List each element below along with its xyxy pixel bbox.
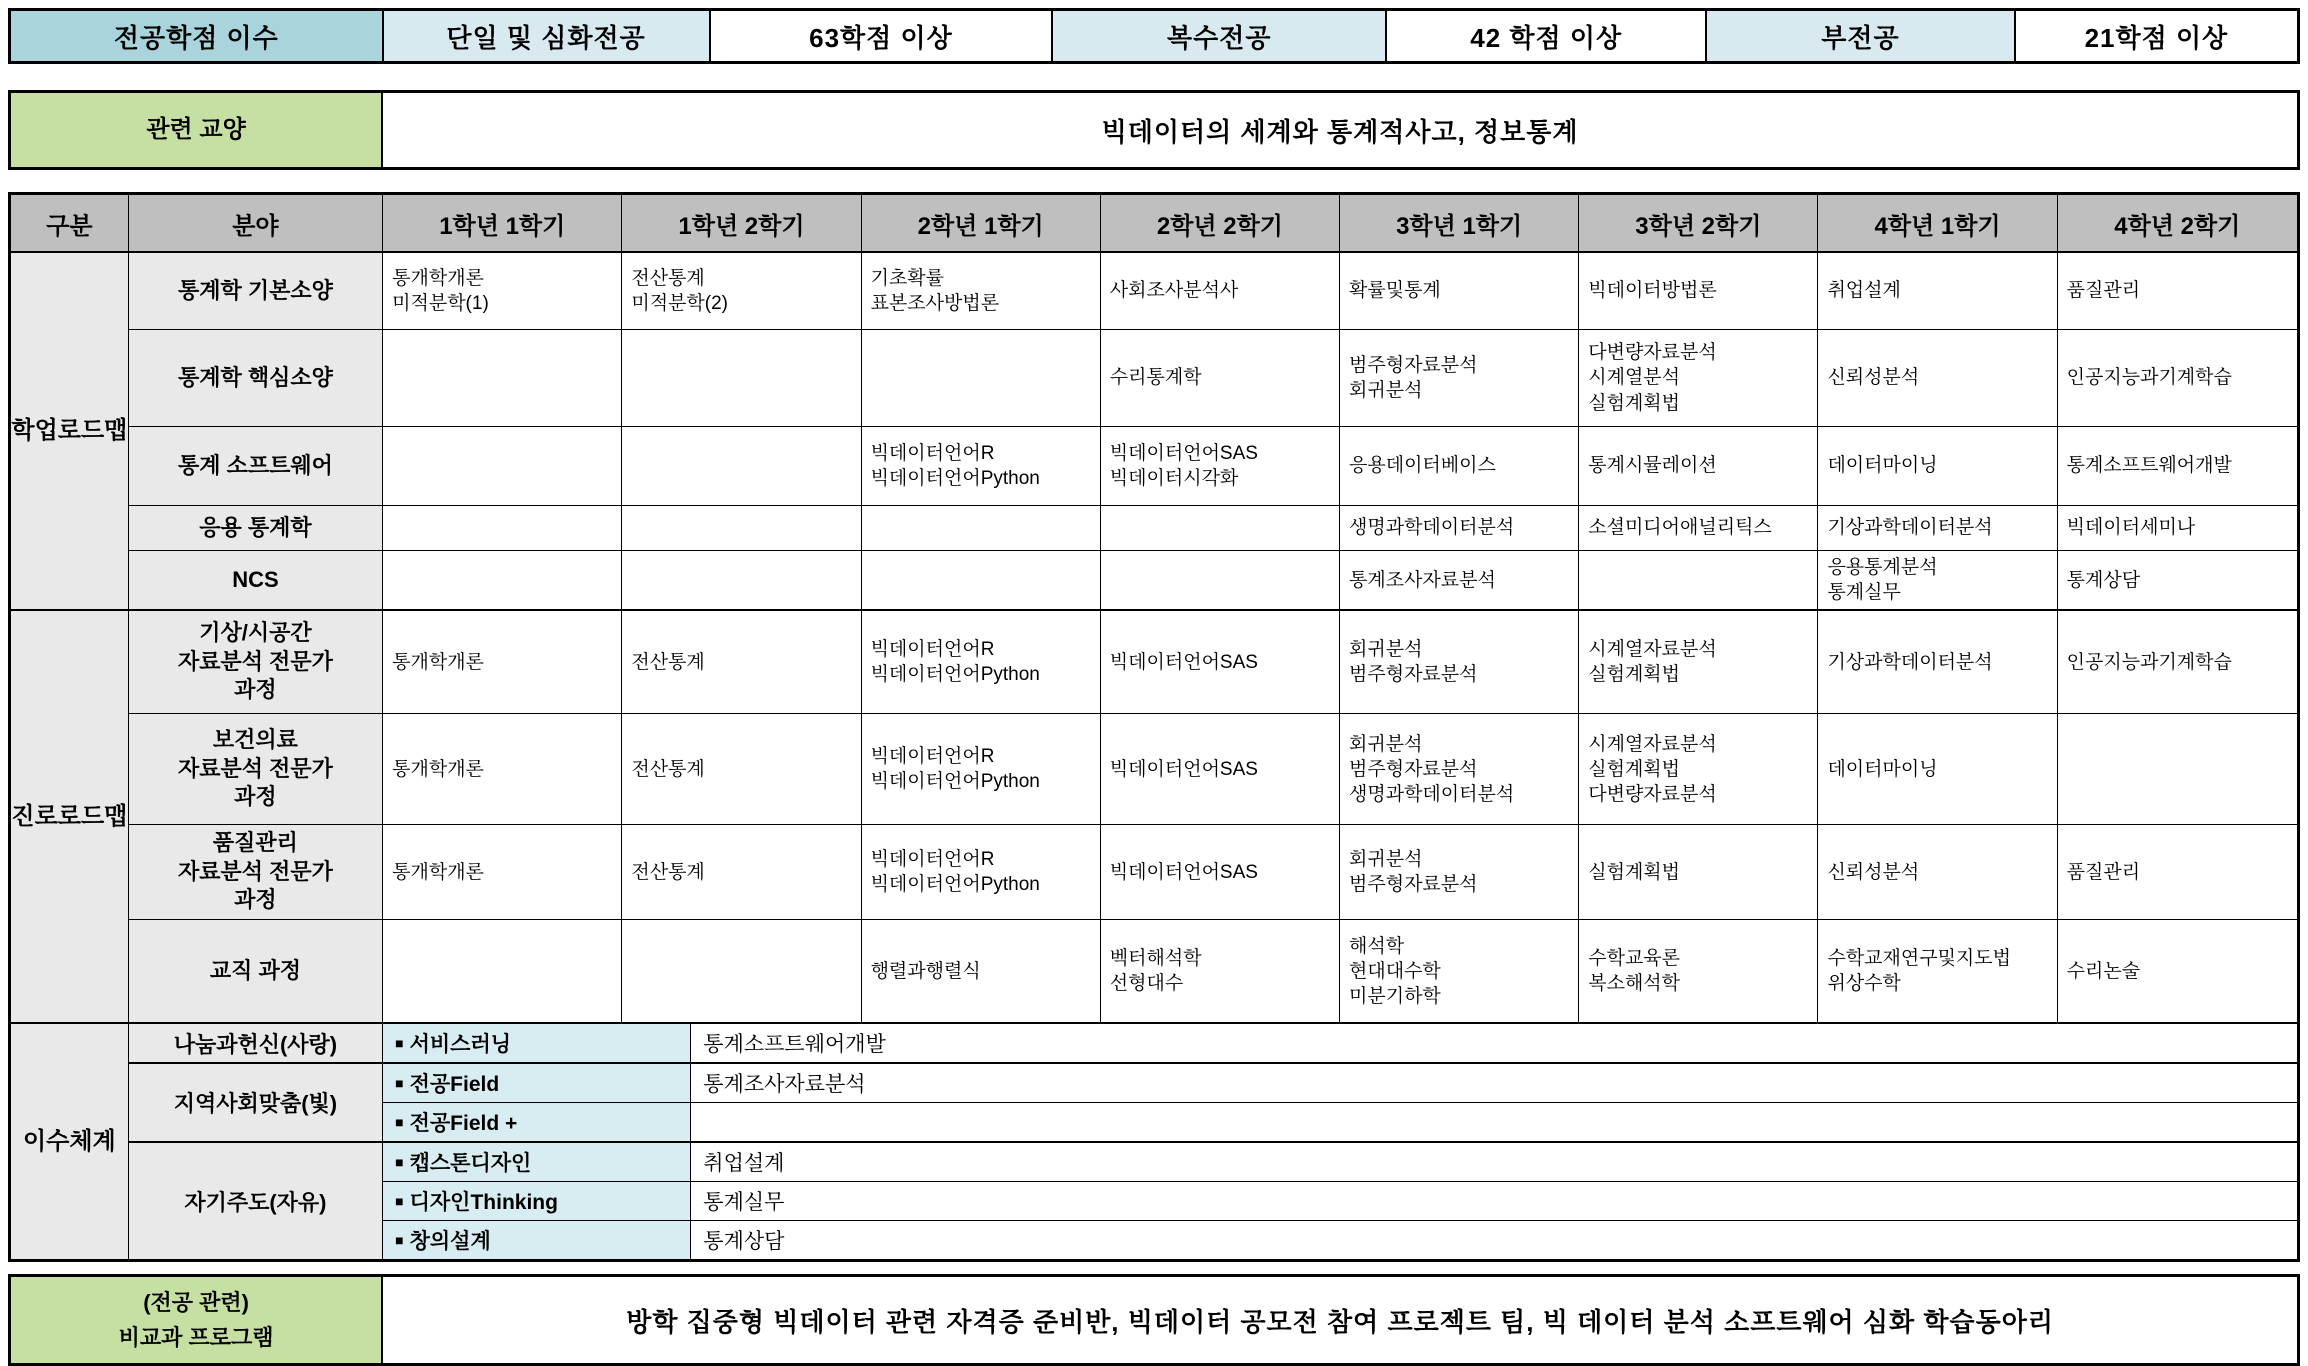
- table-row: [129, 330, 2297, 427]
- extracurricular-value: 방학 집중형 빅데이터 관련 자격증 준비반, 빅데이터 공모전 참여 프로젝트 팀, 빅 데이터 분석 소프트웨어 심화 학습동아리: [383, 1277, 2297, 1363]
- credit-bar-cell: 부전공: [1707, 11, 2016, 61]
- course-cell: [1579, 920, 1818, 1022]
- section-rows: [129, 1024, 2297, 1259]
- credit-bar-cell: 21학점 이상: [2016, 11, 2297, 61]
- course-cell: [2058, 714, 2297, 824]
- completion-course-cell: 통계소프트웨어개발: [691, 1024, 2297, 1062]
- completion-track-label: 전공Field: [409, 1073, 500, 1097]
- text-line: 응용데이터베이스: [1349, 455, 1496, 477]
- text-line: 회귀분석: [1349, 849, 1423, 871]
- credit-bar-cell: 전공학점 이수: [11, 11, 384, 61]
- credit-bar-cell: 42 학점 이상: [1387, 11, 1707, 61]
- text-line: 범주형자료분석: [1349, 874, 1478, 896]
- completion-track-label: 서비스러닝: [409, 1033, 512, 1057]
- course-cell: [383, 714, 622, 824]
- completion-track-cell: [383, 1221, 691, 1259]
- text-line: 빅데이터언어SAS: [1109, 758, 1258, 780]
- course-cell: [2058, 330, 2297, 426]
- completion-row: [383, 1221, 2297, 1259]
- course-cell: [2058, 506, 2297, 550]
- course-cell: [1818, 714, 2057, 824]
- text-line: 수리통계학: [1109, 367, 1202, 389]
- course-cell: [1818, 611, 2057, 713]
- course-cell: [622, 427, 861, 505]
- text-line: 전산통계: [631, 758, 705, 780]
- text-line: 소셜미디어애널리틱스: [1588, 517, 1772, 539]
- text-line: 표본조사방법론: [870, 293, 1000, 314]
- text-line: 빅데이터언어R: [870, 639, 995, 661]
- text-line: NCS: [232, 566, 279, 592]
- completion-track-label: 전공Field +: [409, 1112, 518, 1136]
- text-line: 품질관리: [2066, 280, 2141, 302]
- text-line: 미적분학(2): [631, 293, 728, 314]
- text-line: 벡터해석학: [1109, 948, 1202, 970]
- text-line: 범주형자료분석: [1349, 354, 1478, 376]
- course-cell: [1101, 920, 1340, 1022]
- completion-group-label: 자기주도(자유): [129, 1143, 383, 1259]
- course-cell: [862, 825, 1101, 919]
- course-cell: [383, 825, 622, 919]
- course-cell: [862, 551, 1101, 609]
- text-line: 빅데이터언어SAS: [1109, 651, 1258, 673]
- course-cell: [1818, 253, 2057, 329]
- course-cell: [862, 920, 1101, 1022]
- course-cell: [2058, 253, 2297, 329]
- course-cell: [622, 920, 861, 1022]
- text-line: 사회조사분석사: [1109, 280, 1239, 302]
- text-line: 빅데이터언어SAS: [1109, 861, 1258, 883]
- header-gubun: 구분: [11, 195, 129, 251]
- course-cell: [1818, 920, 2057, 1022]
- text-line: 통개학개론: [392, 758, 484, 780]
- table-header-row: [11, 195, 2297, 253]
- course-cell: [862, 253, 1101, 329]
- text-line: 현대대수학: [1349, 960, 1441, 982]
- completion-row: [383, 1143, 2297, 1182]
- text-line: 인공지능과기계학습: [2066, 651, 2232, 673]
- text-line: 교직 과정: [209, 957, 301, 983]
- text-line: 과정: [234, 887, 277, 913]
- text-line: 취업설계: [1827, 280, 1901, 302]
- text-line: 전산통계: [631, 267, 705, 289]
- course-cell: [1101, 611, 1340, 713]
- section-rows: [129, 611, 2297, 1022]
- course-cell: [383, 506, 622, 550]
- text-line: 비교과 프로그램: [118, 1325, 274, 1351]
- course-cell: [1101, 330, 1340, 426]
- completion-row: [383, 1064, 2297, 1103]
- table-row: [129, 714, 2297, 825]
- course-cell: [1101, 825, 1340, 919]
- square-bullet-icon: ■: [395, 1114, 404, 1131]
- text-line: 시계열분석: [1588, 367, 1681, 389]
- completion-track-cell: [383, 1143, 691, 1181]
- course-cell: [2058, 427, 2297, 505]
- table-row: [129, 611, 2297, 714]
- completion-row: [383, 1103, 2297, 1141]
- completion-course-cell: 통계상담: [691, 1221, 2297, 1259]
- text-line: 해석학: [1349, 935, 1405, 957]
- text-line: 수학교재연구및지도법: [1827, 948, 2011, 970]
- course-cell: [1340, 714, 1579, 824]
- course-cell: [622, 253, 861, 329]
- text-line: 통개학개론: [392, 267, 484, 289]
- spacer: [8, 1262, 2300, 1274]
- text-line: 통개학개론: [392, 651, 484, 673]
- text-line: 응용통계분석: [1827, 557, 1938, 578]
- course-cell: [383, 551, 622, 609]
- course-cell: [1579, 714, 1818, 824]
- completion-group: [129, 1024, 2297, 1062]
- course-cell: [1579, 253, 1818, 329]
- table-row: [129, 920, 2297, 1022]
- text-line: 자료분석 전문가: [177, 648, 333, 674]
- course-cell: [1340, 427, 1579, 505]
- completion-group: [129, 1141, 2297, 1259]
- text-line: 실험계획법: [1588, 861, 1681, 883]
- text-line: 빅데이터방법론: [1588, 280, 1717, 302]
- text-line: 빅데이터시각화: [1109, 468, 1239, 489]
- completion-course-cell: 취업설계: [691, 1143, 2297, 1181]
- course-cell: [2058, 825, 2297, 919]
- text-line: 확률및통계: [1349, 280, 1441, 302]
- text-line: 품질관리: [2066, 861, 2141, 883]
- course-cell: [622, 551, 861, 609]
- table-row: [129, 506, 2297, 551]
- completion-track-cell: [383, 1103, 691, 1141]
- field-label: [129, 825, 383, 919]
- field-label: [129, 714, 383, 824]
- course-cell: [1101, 427, 1340, 505]
- extracurricular-label: [11, 1277, 383, 1363]
- course-cell: [1101, 506, 1340, 550]
- text-line: 이수: [22, 1127, 70, 1155]
- course-cell: [1340, 551, 1579, 609]
- section-label: [11, 611, 129, 1022]
- course-cell: [1579, 330, 1818, 426]
- header-semester: 1학년 1학기: [383, 195, 622, 251]
- course-cell: [862, 714, 1101, 824]
- text-line: 범주형자료분석: [1349, 664, 1478, 686]
- course-cell: [1579, 825, 1818, 919]
- completion-row: [383, 1182, 2297, 1221]
- completion-track-cell: [383, 1064, 691, 1102]
- course-cell: [862, 611, 1101, 713]
- course-cell: [622, 611, 861, 713]
- text-line: 수학교육론: [1588, 948, 1681, 970]
- text-line: 데이터마이닝: [1827, 455, 1938, 477]
- section-academic-roadmap: [11, 253, 2297, 609]
- completion-group: [129, 1062, 2297, 1141]
- completion-track-cell: [383, 1024, 691, 1062]
- course-cell: [1579, 506, 1818, 550]
- section-label: [11, 1024, 129, 1259]
- text-line: 다변량자료분석: [1588, 342, 1717, 364]
- header-semester: 1학년 2학기: [622, 195, 861, 251]
- text-line: 신뢰성분석: [1827, 861, 1920, 883]
- text-line: 통계시뮬레이션: [1588, 455, 1717, 477]
- field-label: [129, 330, 383, 426]
- text-line: 행렬과행렬식: [870, 960, 981, 982]
- credit-bar-cell: 단일 및 심화전공: [384, 11, 711, 61]
- text-line: 회귀분석: [1349, 639, 1423, 661]
- text-line: 복소해석학: [1588, 973, 1681, 995]
- text-line: 실험계획법: [1588, 392, 1681, 414]
- text-line: 자료분석 전문가: [177, 858, 333, 884]
- course-cell: [1340, 330, 1579, 426]
- course-cell: [1818, 427, 2057, 505]
- text-line: 로드맵: [57, 417, 128, 445]
- field-label: [129, 551, 383, 609]
- course-cell: [1818, 551, 2057, 609]
- course-cell: [1101, 714, 1340, 824]
- text-line: 전산통계: [631, 861, 705, 883]
- course-cell: [383, 330, 622, 426]
- completion-group-label: 나눔과헌신(사랑): [129, 1024, 383, 1062]
- completion-track-label: 창의설계: [409, 1230, 491, 1254]
- text-line: 빅데이터언어R: [870, 442, 995, 464]
- course-cell: [2058, 551, 2297, 609]
- text-line: (전공 관련): [143, 1289, 249, 1315]
- text-line: 범주형자료분석: [1349, 758, 1478, 780]
- course-cell: [1818, 825, 2057, 919]
- credit-requirement-bar: [8, 8, 2300, 64]
- text-line: 생명과학데이터분석: [1349, 783, 1515, 805]
- field-label: [129, 427, 383, 505]
- related-liberal-row: [8, 90, 2300, 170]
- completion-group-rows: [383, 1064, 2297, 1141]
- square-bullet-icon: ■: [395, 1232, 404, 1249]
- text-line: 인공지능과기계학습: [2066, 367, 2232, 389]
- section-career-roadmap: [11, 609, 2297, 1022]
- header-semester: 4학년 2학기: [2058, 195, 2297, 251]
- text-line: 과정: [234, 677, 277, 703]
- text-line: 통계조사자료분석: [1349, 569, 1496, 591]
- course-cell: [622, 825, 861, 919]
- related-liberal-label: 관련 교양: [11, 93, 383, 167]
- course-cell: [383, 427, 622, 505]
- text-line: 미적분학(1): [392, 293, 489, 314]
- square-bullet-icon: ■: [395, 1035, 404, 1052]
- completion-track-label: 캡스톤디자인: [409, 1152, 532, 1176]
- course-cell: [622, 714, 861, 824]
- text-line: 실험계획법: [1588, 758, 1681, 780]
- text-line: 보건의료: [212, 727, 298, 753]
- spacer: [8, 64, 2300, 90]
- course-cell: [862, 427, 1101, 505]
- course-cell: [383, 611, 622, 713]
- completion-group-rows: [383, 1024, 2297, 1062]
- text-line: 응용 통계학: [199, 514, 312, 540]
- text-line: 선형대수: [1109, 973, 1184, 995]
- text-line: 통계실무: [1827, 582, 1901, 604]
- field-label: [129, 920, 383, 1022]
- credit-bar-cell: 복수전공: [1053, 11, 1387, 61]
- text-line: 품질관리: [212, 830, 298, 856]
- text-line: 통계상담: [2066, 569, 2141, 591]
- course-cell: [1340, 920, 1579, 1022]
- text-line: 시계열자료분석: [1588, 733, 1717, 755]
- completion-track-cell: [383, 1182, 691, 1220]
- text-line: 기초확률: [870, 267, 944, 289]
- course-cell: [1340, 253, 1579, 329]
- text-line: 시계열자료분석: [1588, 639, 1717, 661]
- text-line: 빅데이터언어R: [870, 849, 995, 871]
- header-semester: 2학년 1학기: [862, 195, 1101, 251]
- section-label: [11, 253, 129, 609]
- course-cell: [622, 506, 861, 550]
- related-liberal-value: 빅데이터의 세계와 통계적사고, 정보통계: [383, 93, 2297, 167]
- course-cell: [862, 330, 1101, 426]
- text-line: 빅데이터언어Python: [870, 771, 1040, 793]
- course-cell: [2058, 920, 2297, 1022]
- course-cell: [1101, 253, 1340, 329]
- course-cell: [1818, 330, 2057, 426]
- completion-track-label: 디자인Thinking: [409, 1191, 558, 1215]
- credit-bar-cell: 63학점 이상: [711, 11, 1054, 61]
- table-row: [129, 427, 2297, 506]
- completion-group-rows: [383, 1143, 2297, 1259]
- section-completion-system: [11, 1022, 2297, 1259]
- text-line: 수리논술: [2066, 960, 2141, 982]
- header-semester: 3학년 2학기: [1579, 195, 1818, 251]
- text-line: 회귀분석: [1349, 380, 1423, 401]
- text-line: 학업: [11, 417, 58, 445]
- completion-course-cell: 통계조사자료분석: [691, 1064, 2297, 1102]
- text-line: 통계학 핵심소양: [177, 364, 333, 390]
- completion-row: [383, 1024, 2297, 1062]
- text-line: 빅데이터언어Python: [870, 664, 1040, 686]
- field-label: [129, 611, 383, 713]
- spacer: [8, 170, 2300, 192]
- square-bullet-icon: ■: [395, 1075, 404, 1092]
- completion-course-cell: 통계실무: [691, 1182, 2297, 1220]
- text-line: 기상/시공간: [199, 620, 312, 646]
- text-line: 위상수학: [1827, 973, 1901, 995]
- text-line: 빅데이터세미나: [2066, 517, 2196, 539]
- table-row: [129, 825, 2297, 920]
- header-semester: 3학년 1학기: [1340, 195, 1579, 251]
- header-semester: 2학년 2학기: [1101, 195, 1340, 251]
- text-line: 생명과학데이터분석: [1349, 517, 1515, 539]
- text-line: 빅데이터언어R: [870, 746, 995, 768]
- course-cell: [1579, 551, 1818, 609]
- text-line: 통계학 기본소양: [177, 277, 333, 303]
- text-line: 신뢰성분석: [1827, 367, 1920, 389]
- header-bunya: 분야: [129, 195, 383, 251]
- text-line: 자료분석 전문가: [177, 755, 333, 781]
- course-cell: [383, 253, 622, 329]
- course-cell: [1340, 611, 1579, 713]
- text-line: 통개학개론: [392, 861, 484, 883]
- text-line: 진로: [11, 802, 58, 830]
- text-line: 체계: [69, 1127, 116, 1155]
- text-line: 미분기하학: [1349, 985, 1441, 1007]
- header-semester: 4학년 1학기: [1818, 195, 2057, 251]
- square-bullet-icon: ■: [395, 1154, 404, 1171]
- section-rows: [129, 253, 2297, 609]
- course-cell: [862, 506, 1101, 550]
- course-cell: [1340, 825, 1579, 919]
- text-line: 실험계획법: [1588, 664, 1681, 686]
- course-cell: [1579, 427, 1818, 505]
- text-line: 전산통계: [631, 651, 705, 673]
- field-label: [129, 506, 383, 550]
- completion-course-cell: [691, 1103, 2297, 1141]
- square-bullet-icon: ■: [395, 1193, 404, 1210]
- text-line: 회귀분석: [1349, 733, 1423, 755]
- text-line: 빅데이터언어SAS: [1109, 442, 1258, 464]
- text-line: 과정: [234, 784, 277, 810]
- roadmap-table: [8, 192, 2300, 1262]
- text-line: 통계 소프트웨어: [177, 452, 333, 478]
- text-line: 기상과학데이터분석: [1827, 517, 1993, 539]
- course-cell: [2058, 611, 2297, 713]
- field-label: [129, 253, 383, 329]
- text-line: 로드맵: [57, 802, 128, 830]
- text-line: 데이터마이닝: [1827, 758, 1938, 780]
- completion-group-label: 지역사회맞춤(빛): [129, 1064, 383, 1141]
- table-row: [129, 253, 2297, 330]
- course-cell: [1101, 551, 1340, 609]
- course-cell: [1340, 506, 1579, 550]
- text-line: 빅데이터언어Python: [870, 874, 1040, 896]
- course-cell: [1818, 506, 2057, 550]
- text-line: 기상과학데이터분석: [1827, 651, 1993, 673]
- text-line: 통계소프트웨어개발: [2066, 455, 2232, 477]
- table-row: [129, 551, 2297, 609]
- course-cell: [383, 920, 622, 1022]
- text-line: 다변량자료분석: [1588, 783, 1717, 805]
- extracurricular-row: [8, 1274, 2300, 1366]
- text-line: 빅데이터언어Python: [870, 468, 1040, 489]
- course-cell: [1579, 611, 1818, 713]
- course-cell: [622, 330, 861, 426]
